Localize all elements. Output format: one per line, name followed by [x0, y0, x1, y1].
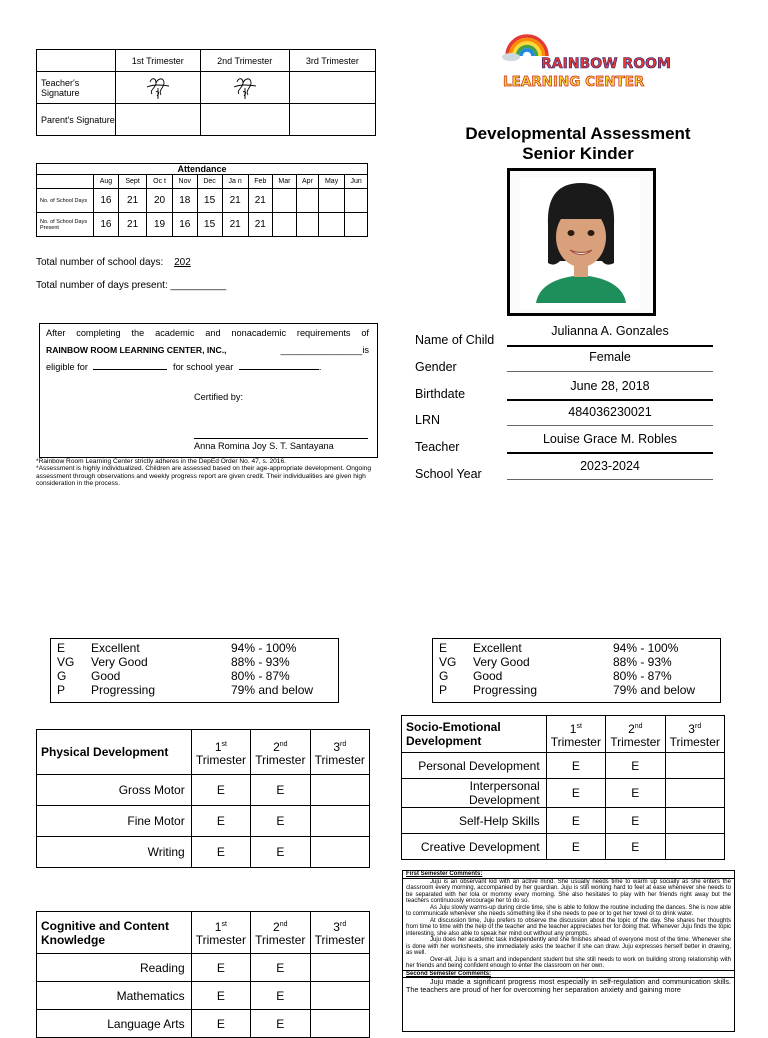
assessment-subtitle: Senior Kinder: [522, 144, 634, 163]
socio-emotional-table: [401, 715, 725, 860]
trimester-suffix: nd: [279, 740, 288, 748]
cert-certified-by: Certified by:: [194, 392, 244, 402]
teacher-signature-3: [289, 72, 375, 104]
legend-code: G: [439, 669, 449, 683]
info-underline: [507, 371, 713, 372]
footnote-1: *Rainbow Room Learning Center strictly adheres in the DepEd Order No. 47, s. 2016.: [36, 458, 286, 465]
attendance-cell: 21: [248, 213, 272, 237]
trimester-suffix: rd: [339, 921, 347, 928]
legend-range: 94% - 100%: [231, 641, 297, 655]
trimester-header: [251, 730, 310, 775]
trimester-word: Trimester: [255, 933, 306, 947]
grading-legend-left: [50, 638, 339, 703]
grade-cell: E: [251, 837, 310, 868]
grade-row-label: Self-Help Skills: [402, 808, 547, 834]
attendance-cell: 21: [222, 213, 248, 237]
attendance-month-header: Feb: [248, 175, 272, 189]
student-photo: [507, 168, 656, 316]
info-underline: [507, 425, 713, 426]
attendance-month-header: Ja n: [222, 175, 248, 189]
info-value: Louise Grace M. Robles: [542, 432, 678, 446]
grade-row-label: Reading: [37, 954, 192, 982]
cert-line-1: After completing the academic and nonacademic requirements of: [46, 328, 369, 338]
grade-cell: E: [191, 1010, 250, 1038]
grade-row-label: Gross Motor: [37, 775, 192, 806]
grade-row: [402, 808, 725, 834]
trimester-header: [251, 912, 310, 954]
grade-cell: E: [251, 1010, 310, 1038]
grade-cell: [310, 1010, 369, 1038]
info-label: Gender: [415, 360, 457, 374]
attendance-cell: 21: [222, 189, 248, 213]
attendance-month-header: Apr: [296, 175, 318, 189]
total-days-label: Total number of school days:: [36, 257, 164, 268]
info-label: School Year: [415, 467, 482, 481]
attendance-cell: 15: [197, 213, 222, 237]
grade-cell: E: [191, 837, 250, 868]
grade-cell: E: [606, 779, 665, 808]
grade-row: [37, 982, 370, 1010]
legend-range: 88% - 93%: [613, 655, 672, 669]
trimester-suffix: st: [221, 740, 227, 748]
attendance-cell: 18: [172, 189, 197, 213]
cert-school-name: RAINBOW ROOM LEARNING CENTER, INC.,: [46, 345, 227, 355]
trimester-word: Trimester: [550, 734, 601, 749]
attendance-cell: 20: [147, 189, 173, 213]
attendance-row-label: No. of School Days Present: [37, 213, 94, 237]
grade-row-label: Writing: [37, 837, 192, 868]
grade-row: [37, 806, 370, 837]
attendance-month-header: Jun: [345, 175, 368, 189]
grade-row: [402, 779, 725, 808]
grade-cell: [665, 753, 724, 779]
cert-school-year-blank: [239, 369, 319, 370]
grade-cell: E: [606, 753, 665, 779]
info-value: 484036230021: [568, 405, 652, 419]
trimester-number: 3: [688, 721, 695, 736]
trimester-number: 1: [214, 920, 222, 934]
handwritten-signature-icon: [144, 74, 172, 100]
trimester-header: [606, 716, 665, 753]
trimester-header: [665, 716, 724, 753]
comment-paragraph: Over-all, Juju is a smart and independent student but she still needs to work on building strong relationship with her friends and being confident enough to enter the classroom on her own.: [406, 956, 731, 969]
comments-box: [402, 870, 735, 1032]
trimester-number: 1: [569, 721, 577, 736]
second-semester-comments-title: Second Semester Comments:: [403, 970, 734, 979]
attendance-month-header: Sept: [118, 175, 146, 189]
trimester-suffix: nd: [634, 722, 643, 730]
legend-desc: Very Good: [473, 655, 530, 669]
cert-line-2-blank: ________________is: [280, 345, 369, 355]
attendance-cell: [318, 213, 344, 237]
grade-row-label: Personal Development: [402, 753, 547, 779]
cognitive-knowledge-table: [36, 911, 370, 1038]
grade-table-title: Cognitive and Content Knowledge: [37, 912, 192, 954]
sig-row-parent: Parent's Signature: [37, 104, 116, 136]
trimester-word: Trimester: [669, 734, 720, 749]
attendance-months-row: [37, 175, 368, 189]
comment-paragraph: Juju does her academic task independently and she finishes ahead of everyone most of the time. Whenever she is done with her worksheets, she immediately asks the teacher if she can draw. Juju expresses herself better in drawing, as well.: [406, 937, 731, 956]
info-value: June 28, 2018: [570, 379, 650, 393]
attendance-cell: 16: [172, 213, 197, 237]
attendance-cell: [296, 213, 318, 237]
cert-eligible-blank: [93, 369, 167, 370]
grading-legend-right: [432, 638, 721, 703]
footnotes: [36, 458, 372, 488]
attendance-corner: [37, 175, 94, 189]
child-portrait-icon: [510, 171, 653, 313]
cert-line-3: eligible for for school year .: [46, 362, 322, 372]
second-semester-comments: [403, 978, 734, 994]
info-underline: [507, 345, 713, 347]
cert-school-year-label: for school year: [173, 362, 234, 372]
grade-row: [37, 837, 370, 868]
comment-paragraph: At discussion time, Juju prefers to observe the discussion about the topic of the day. She shares her thoughts from time to time with the help of the teacher and the teacher appreciates her for doing that. Whenever Juju finds the topic interesting, she also able to speak her mind out without any prompts.: [406, 917, 731, 937]
trimester-number: 2: [273, 920, 280, 934]
attendance-title: Attendance: [37, 164, 368, 175]
grade-cell: E: [606, 834, 665, 860]
parent-signature-3: [289, 104, 375, 136]
legend-range: 79% and below: [613, 683, 696, 697]
legend-code: E: [439, 641, 448, 655]
comment-paragraph: Juju is an observant kid with an active mind. She usually needs time to warm up socially as she enters the classroom every morning, accompanied by her guardian. Juju is still working hard to feel at ease whenever she needs to be separated with her lola or mommy every morning. She also hesitates to play with her friends right away but the teachers continuously encourage her to do so.: [406, 878, 731, 904]
grade-table-title: Physical Development: [37, 730, 192, 775]
info-value: Female: [589, 350, 631, 364]
attendance-cell: 19: [147, 213, 173, 237]
attendance-cell: [345, 189, 368, 213]
info-label: Name of Child: [415, 333, 495, 347]
parent-signature-2: [200, 104, 289, 136]
trimester-suffix: st: [221, 921, 227, 928]
grade-cell: E: [251, 954, 310, 982]
attendance-month-header: Aug: [94, 175, 119, 189]
info-value: 2023-2024: [580, 459, 640, 473]
attendance-row-school-days: [37, 189, 368, 213]
physical-development-table: [36, 729, 370, 868]
grade-row-label: Mathematics: [37, 982, 192, 1010]
trimester-word: Trimester: [314, 933, 365, 947]
grade-row-label: Language Arts: [37, 1010, 192, 1038]
attendance-month-header: Oc t: [147, 175, 173, 189]
grade-table-title: Socio-Emotional Development: [402, 716, 547, 753]
trimester-suffix: rd: [694, 722, 702, 730]
attendance-table: [36, 163, 368, 237]
grade-cell: E: [546, 834, 605, 860]
attendance-month-header: Mar: [272, 175, 296, 189]
total-school-days: [36, 257, 191, 268]
grade-cell: [310, 954, 369, 982]
info-value: Julianna A. Gonzales: [551, 324, 669, 338]
legend-range: 79% and below: [231, 683, 314, 697]
trimester-number: 2: [628, 721, 635, 736]
total-days-present: Total number of days present: __________: [36, 280, 227, 291]
attendance-cell: [345, 213, 368, 237]
legend-range: 80% - 87%: [613, 669, 672, 683]
attendance-cell: 21: [118, 189, 146, 213]
first-semester-comments-title: First Semester Comments:: [403, 871, 734, 879]
grade-row-label: Creative Development: [402, 834, 547, 860]
grade-row: [37, 1010, 370, 1038]
cert-signatory: Anna Romina Joy S. T. Santayana: [194, 441, 334, 451]
sig-corner-cell: [37, 50, 116, 72]
trimester-number: 1: [214, 739, 222, 754]
info-underline: [507, 399, 713, 401]
legend-desc: Progressing: [473, 683, 538, 697]
grade-cell: E: [251, 982, 310, 1010]
attendance-cell: 16: [94, 189, 119, 213]
info-underline: [507, 479, 713, 480]
footnote-2: *Assessment is highly individualized. Children are assessed based on their age-appropriate development. Ongoing assessment through observations and weekly progress report are given credit. Their individualities are given high consideration in the process.: [36, 465, 372, 488]
info-label: Birthdate: [415, 387, 466, 401]
grade-cell: [665, 779, 724, 808]
first-semester-comments: [403, 879, 734, 970]
trimester-number: 3: [333, 739, 340, 754]
signature-table: [36, 49, 376, 136]
grade-row: [402, 753, 725, 779]
teacher-signature-2: [200, 72, 289, 104]
trimester-header: [310, 912, 369, 954]
teacher-signature-1: [116, 72, 201, 104]
grade-cell: E: [546, 753, 605, 779]
grade-cell: E: [191, 775, 250, 806]
cert-signature-line: [194, 438, 368, 439]
legend-desc: Good: [473, 669, 503, 683]
certificate-box: [39, 323, 378, 458]
legend-range: 94% - 100%: [613, 641, 679, 655]
grade-cell: E: [606, 808, 665, 834]
legend-desc: Progressing: [91, 683, 156, 697]
trimester-word: Trimester: [195, 752, 247, 767]
attendance-cell: 15: [197, 189, 222, 213]
legend-code: E: [57, 641, 66, 655]
attendance-cell: 16: [94, 213, 119, 237]
info-underline: [507, 452, 713, 454]
attendance-row-label: No. of School Days: [37, 189, 94, 213]
legend-code: P: [439, 683, 448, 697]
attendance-cell: [272, 189, 296, 213]
rainbow-room-logo: [497, 26, 671, 96]
grade-row-label: Fine Motor: [37, 806, 192, 837]
grade-cell: [310, 837, 369, 868]
legend-desc: Excellent: [91, 641, 140, 655]
logo-line-2: LEARNING CENTER: [503, 74, 645, 90]
attendance-month-header: Dec: [197, 175, 222, 189]
sig-row-teacher: Teacher's Signature: [37, 72, 116, 104]
trimester-number: 3: [333, 920, 340, 934]
grade-cell: E: [546, 779, 605, 808]
attendance-cell: 21: [248, 189, 272, 213]
parent-signature-1: [116, 104, 201, 136]
attendance-cell: [318, 189, 344, 213]
cert-line-2: [46, 345, 369, 355]
trimester-header: [191, 912, 250, 954]
grade-cell: E: [191, 954, 250, 982]
info-label: LRN: [415, 413, 441, 427]
grade-cell: E: [251, 806, 310, 837]
trimester-word: Trimester: [255, 752, 306, 767]
cert-eligible-label: eligible for: [46, 362, 88, 372]
legend-code: VG: [439, 655, 457, 669]
grade-cell: E: [191, 982, 250, 1010]
trimester-word: Trimester: [314, 752, 365, 767]
grade-cell: [310, 806, 369, 837]
trimester-header: [546, 716, 605, 753]
trimester-header: [310, 730, 369, 775]
grade-cell: E: [546, 808, 605, 834]
comment-paragraph: Juju made a significant progress most especially in self-regulation and communication skills. The teachers are proud of her for overcoming her separation anxiety and gaining more: [406, 977, 731, 994]
attendance-cell: 21: [118, 213, 146, 237]
grade-row: [402, 834, 725, 860]
sig-header-3: 3rd Trimester: [289, 50, 375, 72]
legend-desc: Good: [91, 669, 121, 683]
info-label: Teacher: [415, 440, 460, 454]
attendance-row-days-present: [37, 213, 368, 237]
legend-desc: Excellent: [473, 641, 522, 655]
grade-cell: [310, 775, 369, 806]
trimester-header: [191, 730, 250, 775]
grade-row-label: Interpersonal Development: [402, 779, 547, 808]
trimester-suffix: st: [576, 722, 582, 730]
grade-cell: [665, 834, 724, 860]
attendance-cell: [272, 213, 296, 237]
comment-paragraph: As Juju slowly warms-up during circle time, she is able to follow the routine including the dances. She is now able to communicate whenever she needs something like if she needs to pee or to get her towel or to drink water.: [406, 904, 731, 917]
legend-code: G: [57, 669, 67, 683]
grade-cell: E: [191, 806, 250, 837]
legend-code: P: [57, 683, 66, 697]
attendance-cell: [296, 189, 318, 213]
total-days-value: 202: [174, 257, 191, 268]
handwritten-signature-icon: [231, 74, 259, 100]
grade-row: [37, 775, 370, 806]
legend-code: VG: [57, 655, 75, 669]
attendance-month-header: May: [318, 175, 344, 189]
grade-cell: E: [251, 775, 310, 806]
legend-desc: Very Good: [91, 655, 148, 669]
rainbow-logo-icon: [497, 26, 671, 96]
logo-line-1: RAINBOW ROOM: [541, 56, 671, 72]
trimester-number: 2: [273, 739, 280, 754]
legend-range: 80% - 87%: [231, 669, 290, 683]
grade-row: [37, 954, 370, 982]
attendance-month-header: Nov: [172, 175, 197, 189]
trimester-word: Trimester: [610, 734, 661, 749]
grade-cell: [665, 808, 724, 834]
trimester-suffix: nd: [279, 921, 288, 928]
trimester-word: Trimester: [195, 933, 246, 947]
assessment-title: Developmental Assessment: [465, 124, 691, 143]
trimester-suffix: rd: [340, 740, 347, 748]
sig-header-1: 1st Trimester: [116, 50, 201, 72]
legend-range: 88% - 93%: [231, 655, 290, 669]
grade-cell: [310, 982, 369, 1010]
sig-header-2: 2nd Trimester: [200, 50, 289, 72]
